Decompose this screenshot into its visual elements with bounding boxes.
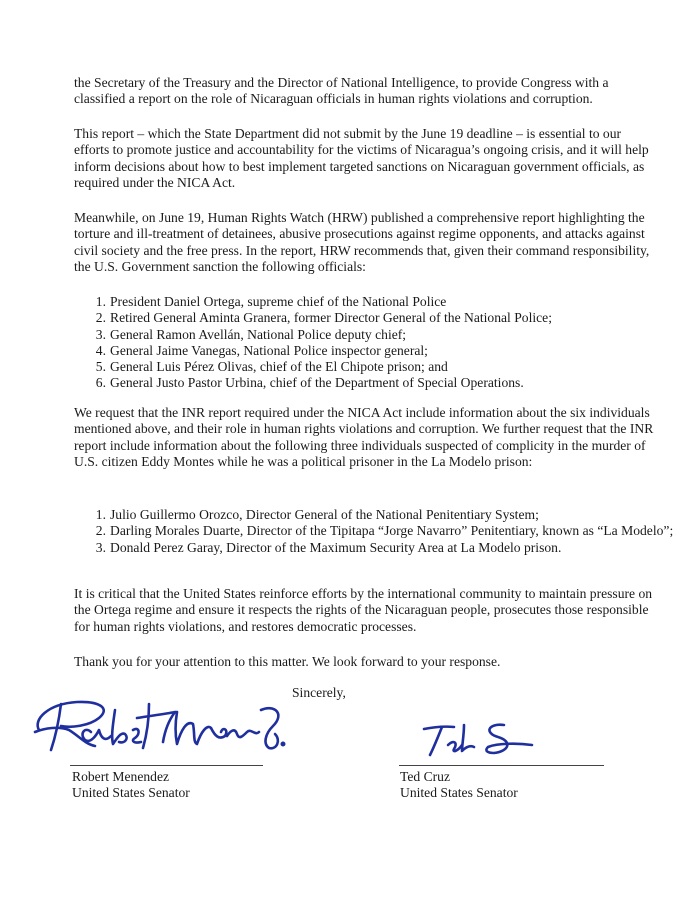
list-item: 2. Retired General Aminta Granera, former Director General of the National Police;: [95, 310, 552, 326]
paragraph-classified-report: the Secretary of the Treasury and the Director of National Intelligence, to provide Congress with a classified a report on the role of Nicaraguan officials in human rights violations and corruption.: [74, 75, 609, 107]
signer-name: Ted Cruz: [400, 769, 451, 784]
signer-title: United States Senator: [72, 785, 190, 801]
paragraph-state-department-deadline: This report – which the State Department did not submit by the June 19 deadline – is essential to our efforts to promote justice and accountability for the victims of Nicaragua’s ongoing crisis, and it will help inform decisions about how to best implement targeted sanctions on Nicaraguan government officials, as required under the NICA Act.: [74, 126, 649, 190]
list-item: 2. Darling Morales Duarte, Director of the Tipitapa “Jorge Navarro” Penitentiary, known as “La Modelo”;: [95, 523, 674, 539]
signature-menendez: [25, 690, 290, 760]
closing-salutation: Sincerely,: [292, 685, 346, 700]
paragraph-hrw-report: Meanwhile, on June 19, Human Rights Watch (HRW) published a comprehensive report highlighting the torture and ill-treatment of detainees, abusive prosecutions against regime opponents, and attacks against civil society and the free press. In the report, HRW recommends that, given their command responsibility, the U.S. Government sanction the following officials:: [74, 210, 650, 274]
signer-title: United States Senator: [400, 785, 518, 801]
signature-line-right: [399, 765, 604, 766]
signature-block-cruz: [400, 769, 518, 802]
paragraph-thank-you: Thank you for your attention to this matter. We look forward to your response.: [74, 654, 501, 669]
list-item: 1. Julio Guillermo Orozco, Director General of the National Penitentiary System;: [95, 507, 539, 522]
paragraph-inr-request: We request that the INR report required under the NICA Act include information about the six individuals mentioned above, and their role in human rights violations and corruption. We further request that the INR report include information about the following three individuals suspected of complicity in the murder of U.S. citizen Eddy Montes while he was a political prisoner in the La Modelo prison:: [74, 405, 654, 469]
list-item: 1. President Daniel Ortega, supreme chief of the National Police: [95, 294, 447, 309]
signature-cruz: [418, 715, 538, 760]
list-item: 3. Donald Perez Garay, Director of the Maximum Security Area at La Modelo prison.: [95, 539, 562, 555]
officials-list: [74, 294, 674, 392]
list-item: 3. General Ramon Avellán, National Police deputy chief;: [95, 326, 407, 342]
list-item: 5. General Luis Pérez Olivas, chief of the El Chipote prison; and: [95, 359, 448, 375]
prison-officials-list: [74, 507, 674, 556]
list-item: 6. General Justo Pastor Urbina, chief of the Department of Special Operations.: [95, 375, 524, 391]
list-item: 4. General Jaime Vanegas, National Police inspector general;: [95, 342, 428, 358]
signature-block-menendez: [72, 769, 190, 802]
signature-line-left: [70, 765, 263, 766]
paragraph-critical-efforts: It is critical that the United States reinforce efforts by the international community to maintain pressure on the Ortega regime and ensure it respects the rights of the Nicaraguan people, prosecutes those responsible for human rights violations, and restores democratic processes.: [74, 586, 653, 634]
signer-name: Robert Menendez: [72, 769, 170, 784]
